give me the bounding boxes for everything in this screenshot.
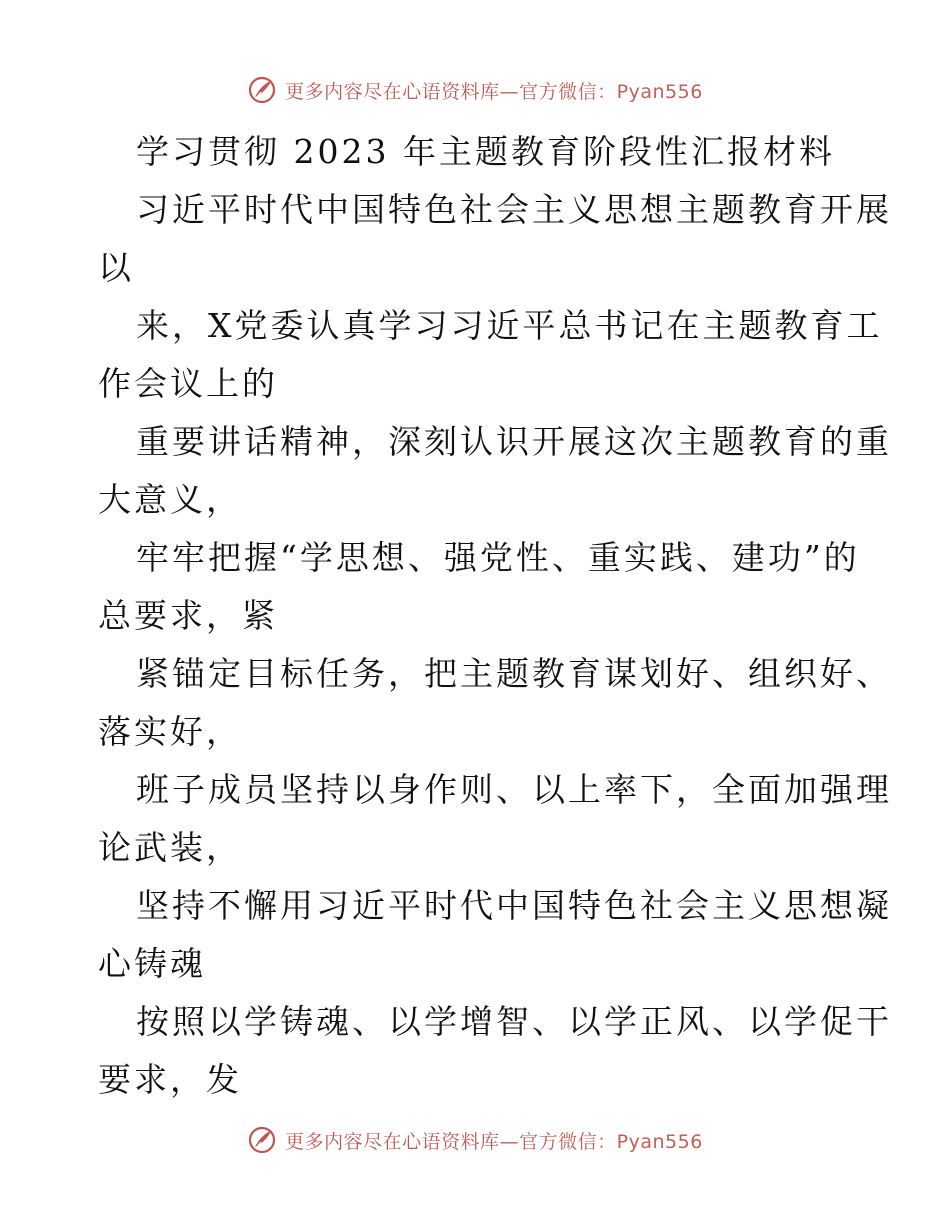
paragraph-line: 大意义， xyxy=(98,480,242,519)
watermark-wechat-text: —官方微信：Pyan556 xyxy=(499,80,703,103)
paragraph-line: 来，X党委认真学习习近平总书记在主题教育工 xyxy=(136,306,883,345)
footer-watermark xyxy=(0,1120,950,1160)
paragraph-line: 习近平时代中国特色社会主义思想主题教育开展 xyxy=(136,190,892,229)
quill-pen-icon xyxy=(247,75,277,105)
document-title: 学习贯彻 2023 年主题教育阶段性汇报材料 xyxy=(136,132,835,171)
paragraph-line: 总要求，紧 xyxy=(98,596,278,635)
paragraph-line: 牢牢把握“学思想、强党性、重实践、建功”的 xyxy=(136,538,860,577)
paragraph-line: 论武装， xyxy=(98,828,242,867)
paragraph-line: 紧锚定目标任务，把主题教育谋划好、组织好、 xyxy=(136,654,892,693)
paragraph-line: 要求，发 xyxy=(98,1060,242,1099)
paragraph-line: 落实好， xyxy=(98,712,242,751)
watermark-main-text: 更多内容尽在心语资料库 xyxy=(285,80,500,103)
paragraph-line: 坚持不懈用习近平时代中国特色社会主义思想凝 xyxy=(136,886,892,925)
watermark-main-text: 更多内容尽在心语资料库 xyxy=(285,1130,500,1153)
watermark-wechat-text: —官方微信：Pyan556 xyxy=(499,1130,703,1153)
header-watermark xyxy=(0,70,950,110)
quill-pen-icon xyxy=(247,1125,277,1155)
paragraph-line: 按照以学铸魂、以学增智、以学正风、以学促干 xyxy=(136,1002,892,1041)
paragraph-line: 班子成员坚持以身作则、以上率下，全面加强理 xyxy=(136,770,892,809)
paragraph-line: 作会议上的 xyxy=(98,364,278,403)
watermark-text xyxy=(285,77,703,104)
paragraph-line: 以 xyxy=(98,248,134,287)
watermark-text xyxy=(285,1127,703,1154)
document-body xyxy=(98,123,892,1109)
paragraph-line: 心铸魂 xyxy=(98,944,206,983)
paragraph-line: 重要讲话精神，深刻认识开展这次主题教育的重 xyxy=(136,422,892,461)
